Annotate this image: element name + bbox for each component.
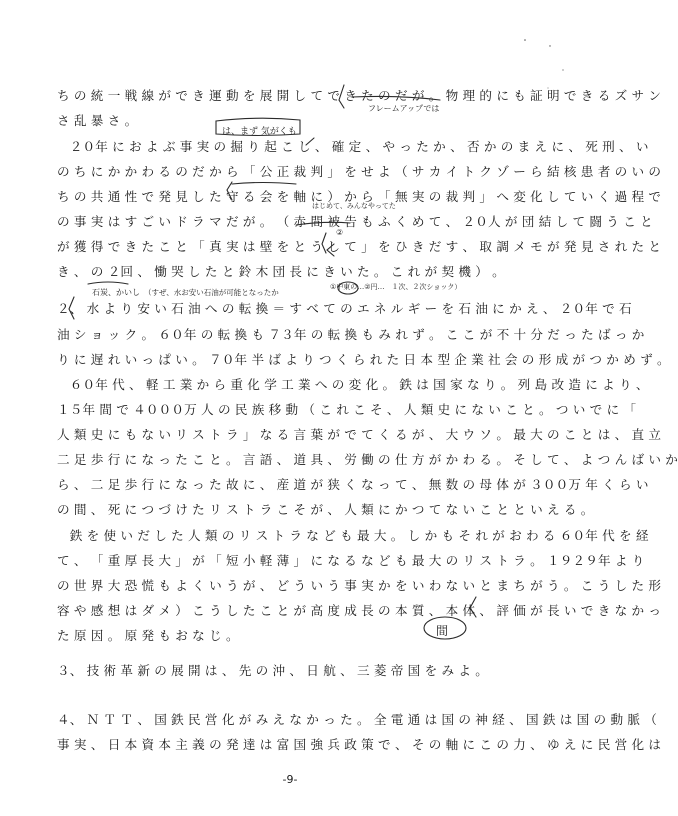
pen-mark bbox=[232, 183, 296, 185]
text-line: が 獲 得 で き た こ と 「 真 実 は 壁 を と う し て 」 を ひ き だ す 、 取 調 メ モ が 発 見 さ れ た と bbox=[57, 239, 662, 254]
pen-mark bbox=[352, 96, 440, 100]
text-line: き 、 の ２回 、 慟 哭 し た と 鈴 木 団 長 に き い た 。 こ れ が 契 機 ） 。 bbox=[57, 264, 505, 279]
text-line: １５年 間 で ４０００万 人 の 民 族 移 動 （ こ れ こ そ 、 人 類 史 に な い こ と 。 つ い で に 「 bbox=[57, 402, 637, 417]
text-line: 事 実 、 日 本 資 本 主 義 の 発 達 は 富 国 強 兵 政 策 で 、 そ の 軸 に こ の 力 、 ゆ え に 民 営 化 は bbox=[57, 737, 662, 752]
pen-mark bbox=[296, 222, 350, 225]
handwritten-note: は、まず 気がくも bbox=[222, 127, 297, 137]
text-line: り に 遅 れ い っ ぱ い 。 ７０年 半 ば よ り つ く ら れ た 日 本 型 企 業 社 会 の 形 成 が つ か め ず 。 bbox=[57, 352, 670, 367]
handwritten-note: ② bbox=[336, 228, 344, 237]
pen-mark bbox=[216, 118, 300, 135]
text-line: て 、 「 重 厚 長 大 」 が 「 短 小 軽 薄 」 に な る な ど も 最 大 の リ ス ト ラ 。 １９２９年 よ り bbox=[57, 553, 645, 568]
text-line: 油 シ ョ ッ ク 。 ６０年 の 転 換 も ７３年 の 転 換 も み れ ず 。 こ こ が 不 十 分 だ っ た ば っ か bbox=[57, 327, 645, 342]
text-line: さ 乱 暴 さ 。 bbox=[57, 113, 138, 128]
pen-mark bbox=[338, 282, 358, 294]
pen-mark bbox=[327, 244, 334, 256]
text-line: ２、 水 よ り 安 い 石 油 へ の 転 換 ＝ す べ て の エ ネ ル ギ ー を 石 油 に か え 、 ２０年 で 石 bbox=[57, 301, 632, 316]
pen-mark bbox=[69, 297, 74, 319]
pen-mark bbox=[227, 182, 232, 200]
text-line: 二 足 歩 行 に な っ た こ と 。 言 語 、 道 具 、 労 働 の 仕 方 が か わ る 。 そ し て 、 よ つ ん ば い か bbox=[57, 452, 678, 467]
handwritten-note: 間 bbox=[436, 624, 449, 638]
scan-dot bbox=[548, 88, 549, 89]
pen-mark bbox=[470, 597, 476, 617]
text-line: 容 や 感 想 は ダ メ ） こ う し た こ と が 高 度 成 長 の 本 質 、 本 体 、 評 価 が 長 い で き な か っ bbox=[57, 603, 662, 618]
text-line: 人 類 史 に も な い リ ス ト ラ 」 な る 言 葉 が で て く る が 、 大 ウ ソ 。 最 大 の こ と は 、 直 立 bbox=[57, 427, 662, 442]
text-line: 鉄 を 使 い だ し た 人 類 の リ ス ト ラ な ど も 最 大 。 し か も そ れ が お わ る ６０年 代 を 経 bbox=[57, 528, 649, 543]
pen-mark bbox=[339, 85, 344, 108]
handwritten-note: ①中東の…②円… １次、２次ショック） bbox=[330, 283, 462, 291]
scan-dot bbox=[562, 69, 563, 70]
scan-dot bbox=[524, 39, 526, 41]
text-line: ち の 統 一 戦 線 が で き 運 動 を 展 開 し て で き た の だ が 。 物 理 的 に も 証 明 で き る ズ サ ン bbox=[57, 88, 662, 103]
text-line: の ち に か か わ る の だ か ら 「 公 正 裁 判 」 を せ よ （ サ カ イ ト ク ゾ ー ら 結 核 患 者 の い の bbox=[57, 164, 662, 179]
text-line: ち の 共 通 性 で 発 見 し た 守 る 会 を 軸 に ） か ら 「 無 実 の 裁 判 」 へ 変 化 し て い く 過 程 で bbox=[57, 189, 662, 204]
handwritten-note: 石炭、かいし bbox=[92, 288, 140, 297]
text-line: ２０年 に お よ ぶ 事 実 の 掘 り 起 こ し 、 確 定 、 や っ た か 、 否 か の ま え に 、 死 刑 、 い bbox=[57, 139, 649, 154]
pen-mark bbox=[322, 233, 326, 253]
handwritten-note: はじめて、みんなやってた bbox=[312, 202, 396, 210]
text-line: ら 、 二 足 歩 行 に な っ た 故 に 、 産 道 が 狭 く な っ て 、 無 数 の 母 体 が ３００万 年 く ら い bbox=[57, 477, 649, 492]
text-line: の 間 、 死 に つ づ け た リ ス ト ラ こ そ が 、 人 類 に か つ て な い こ と と い え る 。 bbox=[57, 502, 594, 517]
pen-mark bbox=[88, 282, 128, 284]
pen-mark bbox=[306, 138, 314, 145]
page-number: -9- bbox=[282, 773, 298, 786]
handwritten-note: （すぜ、水お安い石油が可能となったか bbox=[144, 288, 279, 297]
text-line: の 世 界 大 恐 慌 も よ く い う が 、 ど う い う 事 実 か を い わ な い と ま ち が う 。 こ う し た 形 bbox=[57, 578, 662, 593]
handwritten-note: フレームアップでは bbox=[368, 104, 440, 113]
text-line: た 原 因 。 原 発 も お な じ 。 bbox=[57, 628, 239, 643]
scan-dot bbox=[549, 45, 550, 46]
text-line: ４、 Ｎ Ｔ Ｔ 、 国 鉄 民 営 化 が み え な か っ た 。 全 電 通 は 国 の 神 経 、 国 鉄 は 国 の 動 脈 （ bbox=[57, 712, 657, 727]
text-line: ６０年 代 、 軽 工 業 か ら 重 化 学 工 業 へ の 変 化 。 鉄 は 国 家 な り 。 列 島 改 造 に よ り 、 bbox=[57, 377, 649, 392]
pen-mark bbox=[424, 617, 466, 639]
text-line: ３、 技 術 革 新 の 展 開 は 、 先 の 沖 、 日 航 、 三 菱 帝 国 を み よ 。 bbox=[57, 663, 489, 678]
text-line: の 事 実 は す ご い ド ラ マ だ が 。 （ 赤 間 被 告 も ふ く め て 、 ２０人 が 団 結 し て 闘 う こ と bbox=[57, 214, 653, 229]
